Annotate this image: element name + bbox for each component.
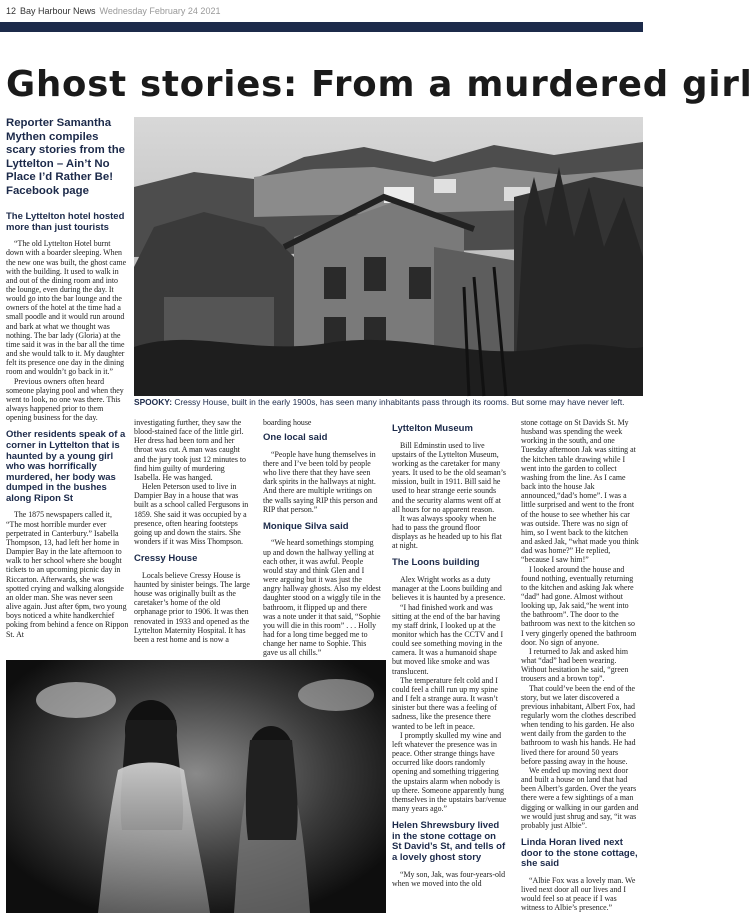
column-5 <box>521 418 639 912</box>
paragraph: “The old Lyttelton Hotel burnt down with a boarder sleeping. When the new one was built, the ghost came with the building. It used to walk in and out of the dining room and into the lounge, even during the day. It would go into the bar lounge and the owners of the hotel at the time had a small poodle and it would run around and bark at what we thought was nothing. The bar lady (Gloria) at the time said it was in the bar all the time and she would talk to it. My daughter felt its presence one day in the dining room and wouldn’t go back in it.” <box>6 239 127 377</box>
ghost-children-photo <box>6 660 386 913</box>
masthead <box>6 4 637 18</box>
subhead-monique-silva: Monique Silva said <box>263 520 349 532</box>
paragraph: “We heard somethings stomping up and down the hallway yelling at each other, it was awful. People would stay and think Glen and I were arguing but it was just the angry hallway ghosts. Also my eldest daughter stood on a wiggly tile in the bathroom, it flipped up and there was a note under it that said, “Sophie you will die in this room” . . . Holly had for a long time begged me to change her name to Sophie. This gave us all chills.” <box>263 538 381 658</box>
paragraph: “I had finished work and was sitting at the end of the bar having my staff drink, I looked up at the monitor which has the CCTV and I could see something moving in the camera. It was a humanoid shape but moved like smoke and was translucent. <box>392 602 504 676</box>
subhead-loons-building: The Loons building <box>392 557 480 569</box>
paragraph: Alex Wright works as a duty manager at the Loons building and believes it is haunted by a presence. <box>392 575 506 603</box>
cressy-house-photo <box>134 117 643 396</box>
paragraph: Locals believe Cressy House is haunted by sinister beings. The large house was originally built as the caretaker’s home of the old orphanage prior to 1906. It was then renovated in 1933 and opened as the Lyttelton Maternity Hospital. It has been a rest home and is now a <box>134 570 250 644</box>
subhead-helen-shrewsbury: Helen Shrewsbury lived in the stone cottage on St David’s St, and tells of a lovely ghost story <box>392 820 506 863</box>
column-3 <box>263 418 381 657</box>
paragraph: “People have hung themselves in there and I’ve been told by people who live there that they have seen dark spirits in the hallways at night. And there are multiple writings on the walls saying RIP this person and RIP that person.” <box>263 449 378 514</box>
paper-name: Bay Harbour News <box>20 6 96 16</box>
caption-text: Cressy House, built in the early 1900s, has seen many inhabitants pass through its rooms. But some may have never left. <box>174 397 625 407</box>
paragraph: It was always spooky when he had to pass the ground floor displays as he headed up to his flat at night. <box>392 513 502 551</box>
paragraph: investigating further, they saw the blood-stained face of the little girl. Her dress had been torn and her throat was cut. A man was caught and the jury took just 12 minutes to find him guilty of murdering Isabella. He was hanged. <box>134 418 246 482</box>
column-4 <box>392 424 508 888</box>
subhead-linda-horan: Linda Horan lived next door to the stone cottage, she said <box>521 837 638 870</box>
subhead-cressy-house: Cressy House <box>134 553 198 565</box>
caption-label: SPOOKY: <box>134 397 173 407</box>
headline: Ghost stories: From a murdered girl <box>6 64 753 105</box>
paragraph: Helen Peterson used to live in Dampier Bay in a house that was built as a school called Fergusons in 1859. She said it was occupied by a presence, often hearing footsteps going up and down the stairs. She wonders if it was Miss Thompson. <box>134 482 249 547</box>
paragraph: “My son, Jak, was four-years-old when we moved into the old <box>392 869 506 888</box>
ghost-children-illustration <box>6 660 386 913</box>
paragraph: The temperature felt cold and I could feel a chill run up my spine and I felt a strange aura. It wasn’t sinister but there was a feeling of sadness, like the presence there wanted to be left in peace. <box>392 675 498 731</box>
standfirst: Reporter Samantha Mythen compiles scary stories from the Lyttelton – Ain’t No Place I’d Rather Be! Facebook page <box>6 117 126 197</box>
page-number: 12 <box>6 6 17 16</box>
paragraph: Bill Edminstin used to live upstairs of the Lyttelton Museum, working as the caretaker for many years. It used to be the old seaman’s mission, built in 1911. Bill said he used to hear strange eerie sounds and the security alarms went off at all hours for no apparent reason. <box>392 440 506 514</box>
subhead-haunted-corner: Other residents speak of a corner in Lyttelton that is haunted by a young girl who was horrifically murdered, her body was dumped in the bushes along Ripon St <box>6 429 126 504</box>
paragraph: I looked around the house and found nothing, eventually returning to the kitchen and asking Jak where “dad” had gone. Almost without looking up, Jak said,“he went into the bathroom”. The door to the bathroom was next to the kitchen so I very gingerly opened the bathroom door. No sign of anyone. <box>521 564 637 647</box>
paragraph: That could’ve been the end of the story, but we later discovered a previous inhabitant, Albert Fox, had regularly worn the clothes described when tending to his garden. He also went daily from the garden to the bathroom to wash his hands. He had lived there for around 50 years before passing away in the house. <box>521 683 636 766</box>
paragraph: Previous owners often heard someone playing pool and when they went to look, no one was there. This always happened prior to them opening business for the day. <box>6 376 124 423</box>
paragraph: stone cottage on St Davids St. My husband was spending the week working in the south, and one Tuesday afternoon Jak was sitting at the kitchen table drawing while I went into the garden to collect washing from the line. As I came back into the house Jak announced,“dad’s home”. I was a little surprised and went to the front of the house to see whether his car was outside. There was no sign of him, so I went back to the kitchen and asked Jak, “what made you think dad was home?” He replied, “because I saw him!” <box>521 418 639 565</box>
paragraph: We ended up moving next door and built a house on land that had been Albert’s garden. Over the years there were a few sightings of a man digging or walking in our garden and we would just shrug and say, “it was probably just Albie”. <box>521 765 639 830</box>
issue-date: Wednesday February 24 2021 <box>99 6 221 16</box>
column-2 <box>134 418 253 644</box>
paragraph: I returned to Jak and asked him what “dad” had been wearing. Without hesitation he said, “green trousers and a brown top”. <box>521 646 629 684</box>
masthead-rule <box>0 22 643 32</box>
paragraph: I promptly skulled my wine and left whatever the presence was in peace. Other strange things have occurred like doors randomly opening and something triggering the upstairs alarm when nobody is up there. Someone apparently hung themselves in the upstairs bar/venue many years ago.” <box>392 730 507 813</box>
subhead-lyttelton-hotel: The Lyttelton hotel hosted more than just tourists <box>6 211 125 233</box>
column-1 <box>6 208 129 639</box>
paragraph: “Albie Fox was a lovely man. We lived next door all our lives and I would feel so at peace if I was witness to Albie’s presence.” <box>521 875 636 913</box>
subhead-one-local: One local said <box>263 432 328 444</box>
paragraph: The 1875 newspapers called it, “The most horrible murder ever perpetrated in Canterbury.” Isabella Thompson, 13, had left her home in Dampier Bay in the late afternoon to walk to her school where she bought tickets to an upcoming picnic day in Riccarton. Afterwards, she was spotted crying and walking alongside an older man. She was never seen alive again. Just after 6pm, two young boys noticed a white handkerchief poking from behind a fence on Rippon St. At <box>6 510 129 639</box>
subhead-lyttelton-museum: Lyttelton Museum <box>392 423 473 434</box>
cressy-house-illustration <box>134 117 643 396</box>
photo-caption <box>134 398 643 408</box>
paragraph: boarding house <box>263 418 312 427</box>
